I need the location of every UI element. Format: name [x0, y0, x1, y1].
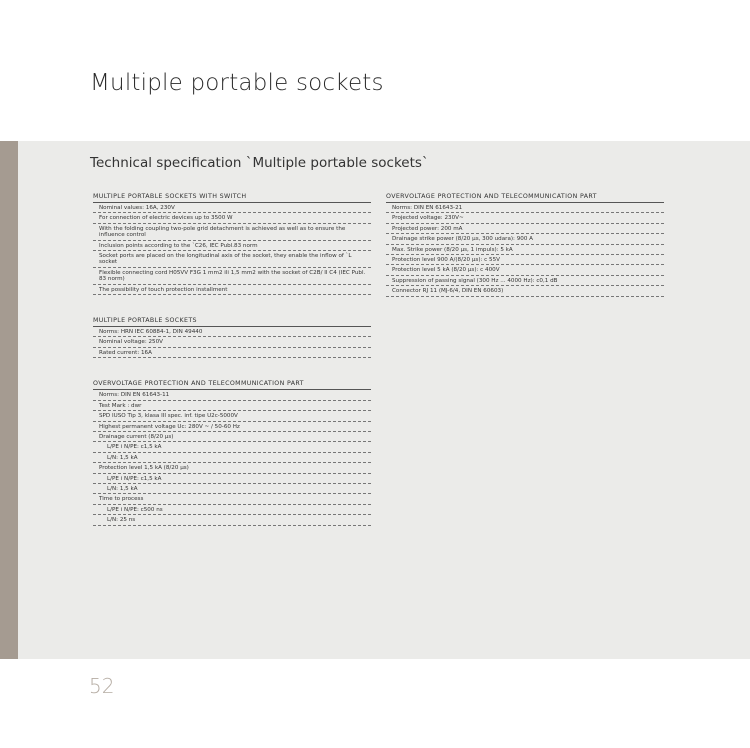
spec-row: SPD IUSO Tip 3, klasa III spec. inf. tipe U2c-5000V	[93, 411, 371, 421]
spec-row: Norms: DIN EN 61643-21	[386, 203, 664, 213]
section-heading: MULTIPLE PORTABLE SOCKETS WITH SWITCH	[93, 193, 371, 203]
section-heading: OVERVOLTAGE PROTECTION AND TELECOMMUNICATION PART	[386, 193, 664, 203]
spec-row: Protection level 1,5 kA (8/20 µs)	[93, 463, 371, 473]
section-gap	[93, 358, 371, 380]
spec-row: With the folding coupling two-pole grid detachment is achieved as well as to ensure the influence control	[93, 224, 371, 241]
spec-title: Technical specification `Multiple portable sockets`	[90, 155, 429, 171]
spec-row: Test Mark : dwr	[93, 401, 371, 411]
spec-row: Protection level 5 kA (8/20 µs): c 400V	[386, 265, 664, 275]
spec-row: Inclusion points according to the `C26, IEC Publ.83 norm	[93, 241, 371, 251]
spec-row: Nominal voltage: 250V	[93, 337, 371, 347]
section-heading: OVERVOLTAGE PROTECTION AND TELECOMMUNICATION PART	[93, 380, 371, 390]
spec-row: The possibility of touch protection installment	[93, 285, 371, 295]
left-spec-column	[93, 193, 371, 526]
section-gap	[93, 295, 371, 317]
spec-row: Max. Strike power (8/20 µs, 1 impuls): 5 kA	[386, 245, 664, 255]
spec-row: Drainage current (8/20 µs)	[93, 432, 371, 442]
spec-row: Socket ports are placed on the longitudinal axis of the socket, they enable the inflow of `L socket	[93, 251, 371, 268]
spec-row: L/N: 1,5 kA	[93, 453, 371, 463]
page-title: Multiple portable sockets	[90, 70, 384, 96]
right-spec-column	[386, 193, 664, 297]
spec-row: Time to process	[93, 494, 371, 504]
spec-row: Protection level 900 A/(8/20 µs): c 55V	[386, 255, 664, 265]
spec-row: L/N: 25 ns	[93, 515, 371, 525]
spec-row: L/PE i N/PE: c1,5 kA	[93, 474, 371, 484]
spec-row: For connection of electric devices up to 3500 W	[93, 213, 371, 223]
spec-row: Rated current: 16A	[93, 348, 371, 358]
spec-row: L/N: 1,5 kA	[93, 484, 371, 494]
spec-row: Highest permanent voltage Uc: 280V ~ / 50-60 Hz	[93, 422, 371, 432]
spec-row: L/PE i N/PE: c1,5 kA	[93, 442, 371, 452]
spec-row: Drainage strike power (8/20 µs, 300 udara): 900 A	[386, 234, 664, 244]
spec-row: L/PE i N/PE: c500 ns	[93, 505, 371, 515]
spec-row: Norms: DIN EN 61643-11	[93, 390, 371, 400]
spec-row: Nominal values: 16A, 230V	[93, 203, 371, 213]
spec-row: Norms: HRN IEC 60884-1, DIN 49440	[93, 327, 371, 337]
spec-row: Flexible connecting cord H05VV F3G 1 mm2 ili 1,5 mm2 with the socket of C2B/ II C4 (IEC Publ. 83 norm)	[93, 268, 371, 285]
page-number: 52	[89, 674, 115, 698]
spec-row: Connector RJ 11 (MJ-6/4, DIN EN 60603)	[386, 286, 664, 296]
spec-row: Projected voltage: 230V~	[386, 213, 664, 223]
spec-row: Suppression of passing signal (300 Hz ... 4000 Hz): c0,1 dB	[386, 276, 664, 286]
spec-row: Projected power: 200 mA	[386, 224, 664, 234]
panel-accent-strip	[0, 141, 18, 659]
section-heading: MULTIPLE PORTABLE SOCKETS	[93, 317, 371, 327]
